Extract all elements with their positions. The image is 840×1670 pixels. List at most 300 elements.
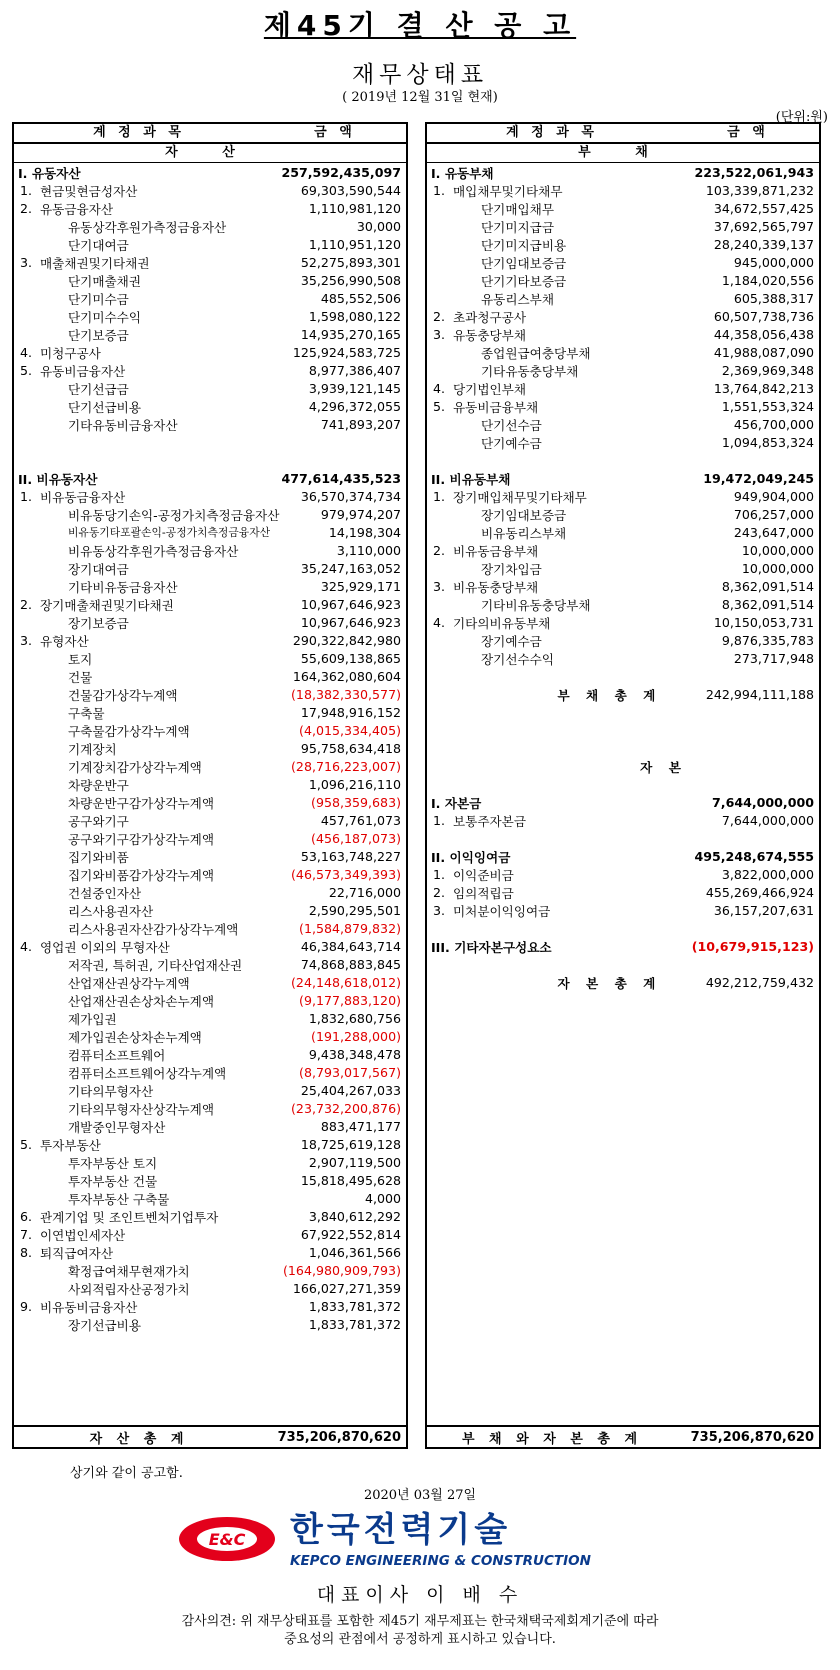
row-label: 비유동금융부채 (453, 543, 539, 559)
row-amount: (24,148,618,012) (291, 974, 401, 990)
row-amount: 34,672,557,425 (713, 200, 814, 216)
row-amount: 10,967,646,923 (300, 596, 401, 612)
row-amount: 1,096,216,110 (308, 776, 401, 792)
asset-row (14, 1063, 406, 1081)
row-number: 3. (433, 902, 446, 918)
row-amount: 1,094,853,324 (721, 434, 814, 450)
row-amount: 55,609,138,865 (300, 650, 401, 666)
row-label: 단기미지급비용 (481, 237, 567, 253)
liab-column-header (427, 124, 819, 144)
liab-equity-row (427, 361, 819, 379)
asset-row (14, 973, 406, 991)
row-label: 단기기타보증금 (481, 273, 567, 289)
row-amount: 1,184,020,556 (721, 272, 814, 288)
assets-total-label: 자 산 총 계 (89, 1431, 189, 1447)
liab-equity-row (427, 559, 819, 577)
row-label: 비유동금융자산 (40, 489, 126, 505)
row-amount: 37,692,565,797 (713, 218, 814, 234)
row-amount: 979,974,207 (320, 506, 401, 522)
liabilities-section-header: 부 채 (427, 144, 819, 163)
liab-equity-row (427, 307, 819, 325)
row-amount: 22,716,000 (328, 884, 401, 900)
row-amount: 1,110,981,120 (308, 200, 401, 216)
row-number: 9. (20, 1298, 33, 1314)
row-amount: 44,358,056,438 (713, 326, 814, 342)
le-total-amount: 735,206,870,620 (690, 1429, 814, 1445)
row-label: 미청구공사 (40, 345, 101, 361)
liab-equity-row (427, 883, 819, 901)
row-amount: 10,000,000 (741, 560, 814, 576)
asset-row (14, 865, 406, 883)
asset-row (14, 379, 406, 397)
row-label: 투자부동산 토지 (68, 1155, 158, 1171)
row-amount: 9,876,335,783 (721, 632, 814, 648)
row-amount: (18,382,330,577) (291, 686, 401, 702)
row-label: 단기매출채권 (68, 273, 141, 289)
row-number: 1. (433, 866, 446, 882)
liab-equity-row (427, 343, 819, 361)
col-item-header: 계 정 과 목 (506, 125, 598, 140)
row-number: 1. (20, 488, 33, 504)
row-label: 유동리스부채 (481, 291, 554, 307)
liab-equity-row (427, 235, 819, 253)
row-label: 단기대여금 (68, 237, 129, 253)
row-amount: 69,303,590,544 (300, 182, 401, 198)
row-amount: 28,240,339,137 (713, 236, 814, 252)
ceo-name: 대표이사 이 배 수 (316, 1584, 524, 1606)
liab-equity-row (427, 199, 819, 217)
row-number: 1. (433, 488, 446, 504)
row-amount: (46,573,349,393) (291, 866, 401, 882)
row-label: 부 채 총 계 (557, 687, 662, 703)
row-label: 기타의비유동부채 (453, 615, 551, 631)
asset-row (14, 829, 406, 847)
row-number: 6. (20, 1208, 33, 1224)
asset-row (14, 487, 406, 505)
row-label: 기타의무형자산상각누계액 (68, 1101, 214, 1117)
row-amount: 7,644,000,000 (712, 794, 814, 810)
row-number: 1. (433, 812, 446, 828)
row-amount: 485,552,506 (320, 290, 401, 306)
asset-row (14, 505, 406, 523)
row-amount: 95,758,634,418 (300, 740, 401, 756)
row-label: 산업재산권상각누계액 (68, 975, 190, 991)
row-amount: 10,967,646,923 (300, 614, 401, 630)
row-label: 기계장치 (68, 741, 117, 757)
row-label: 매출채권및기타채권 (40, 255, 150, 271)
liab-equity-row (427, 613, 819, 631)
row-amount: 1,832,680,756 (308, 1010, 401, 1026)
row-amount: 1,598,080,122 (308, 308, 401, 324)
row-amount: 290,322,842,980 (292, 632, 401, 648)
liab-equity-row (427, 163, 819, 181)
publication-date: 2020년 03월 27일 (363, 1488, 477, 1503)
liab-equity-row (427, 325, 819, 343)
liab-equity-row (427, 901, 819, 919)
row-label: 구축물 (68, 705, 105, 721)
row-label: 비유동비금융자산 (40, 1299, 138, 1315)
row-label: 이익준비금 (453, 867, 514, 883)
row-amount: 949,904,000 (733, 488, 814, 504)
le-total-row (427, 1425, 819, 1447)
row-amount: (164,980,909,793) (283, 1262, 401, 1278)
row-number: 7. (20, 1226, 33, 1242)
row-label: 공구와기구감가상각누계액 (68, 831, 214, 847)
asset-row (14, 667, 406, 685)
row-label: 유형자산 (40, 633, 89, 649)
asset-row (14, 433, 406, 451)
liab-equity-row (427, 487, 819, 505)
kepco-logo-icon (175, 1505, 655, 1575)
row-label: 현금및현금성자산 (40, 183, 138, 199)
liab-equity-row (427, 271, 819, 289)
logo-korean-text: 한국전력기술 (290, 1510, 512, 1550)
row-label: 퇴직급여자산 (40, 1245, 113, 1261)
row-label: 종업원급여충당부채 (481, 345, 591, 361)
asset-row (14, 199, 406, 217)
asset-row (14, 937, 406, 955)
row-label: 단기미수수익 (68, 309, 141, 325)
asset-row (14, 721, 406, 739)
row-amount: 477,614,435,523 (281, 470, 401, 486)
row-label: 투자부동산 구축물 (68, 1191, 170, 1207)
row-label: 임의적립금 (453, 885, 514, 901)
row-label: I. 자본금 (431, 795, 482, 811)
row-label: 기계장치감가상각누계액 (68, 759, 202, 775)
asset-row (14, 325, 406, 343)
asset-row (14, 523, 406, 541)
asset-row (14, 775, 406, 793)
row-amount: 8,362,091,514 (721, 596, 814, 612)
row-amount: 492,212,759,432 (705, 974, 814, 990)
row-number: 5. (20, 1136, 33, 1152)
row-label: 단기선급비용 (68, 399, 141, 415)
asset-row (14, 361, 406, 379)
col-amount-header: 금 액 (727, 125, 769, 140)
liab-equity-row (427, 595, 819, 613)
asset-row (14, 847, 406, 865)
liab-equity-row (427, 253, 819, 271)
row-label: II. 이익잉여금 (431, 849, 511, 865)
row-amount: (10,679,915,123) (691, 938, 814, 954)
row-amount: 1,046,361,566 (308, 1244, 401, 1260)
row-amount: (456,187,073) (311, 830, 401, 846)
row-amount: 52,275,893,301 (300, 254, 401, 270)
liab-equity-row (427, 505, 819, 523)
statement-date: ( 2019년 12월 31일 현재) (342, 90, 498, 105)
row-amount: 53,163,748,227 (300, 848, 401, 864)
liab-equity-row (427, 415, 819, 433)
row-label: 리스사용권자산 (68, 903, 154, 919)
row-amount: 74,868,883,845 (300, 956, 401, 972)
row-label: 미처분이익잉여금 (453, 903, 551, 919)
row-label: 컴퓨터소프트웨어 (68, 1047, 166, 1063)
asset-row (14, 1225, 406, 1243)
row-label: 장기선급비용 (68, 1317, 141, 1333)
asset-row (14, 613, 406, 631)
row-label: 기타유동충당부채 (481, 363, 579, 379)
row-amount: 41,988,087,090 (713, 344, 814, 360)
row-label: 투자부동산 (40, 1137, 101, 1153)
liab-equity-row (427, 397, 819, 415)
row-label: 비유동상각후원가측정금융자산 (68, 543, 239, 559)
row-number: 4. (433, 380, 446, 396)
assets-total-amount: 735,206,870,620 (277, 1429, 401, 1445)
row-amount: 257,592,435,097 (281, 164, 401, 180)
row-label: 초과청구공사 (453, 309, 526, 325)
row-label: 비유동당기손익-공정가치측정금융자산 (68, 507, 280, 523)
liab-equity-row (427, 703, 819, 721)
row-label: 개발중인무형자산 (68, 1119, 166, 1135)
row-label: 단기미지급금 (481, 219, 554, 235)
row-label: 기타비유동금융자산 (68, 579, 178, 595)
asset-row (14, 991, 406, 1009)
row-label: 장기매출채권및기타채권 (40, 597, 174, 613)
row-label: I. 유동자산 (18, 165, 81, 181)
liab-equity-row (427, 757, 819, 775)
asset-row (14, 1243, 406, 1261)
row-amount: 273,717,948 (733, 650, 814, 666)
row-label: 제가입권손상차손누계액 (68, 1029, 202, 1045)
row-label: 장기보증금 (68, 615, 129, 631)
row-label: 단기미수금 (68, 291, 129, 307)
row-amount: 8,977,386,407 (308, 362, 401, 378)
row-amount: 4,296,372,055 (308, 398, 401, 414)
liab-equity-row (427, 811, 819, 829)
liab-equity-row (427, 541, 819, 559)
company-logo (175, 1505, 655, 1575)
asset-row (14, 469, 406, 487)
row-label: I. 유동부채 (431, 165, 494, 181)
liab-equity-row (427, 469, 819, 487)
asset-row (14, 793, 406, 811)
row-amount: 456,700,000 (733, 416, 814, 432)
asset-row (14, 1045, 406, 1063)
row-label: 단기선수금 (481, 417, 542, 433)
row-label: 자 본 (640, 759, 687, 775)
row-label: 장기매입채무및기타채무 (453, 489, 587, 505)
row-number: 1. (20, 182, 33, 198)
row-label: II. 비유동자산 (18, 471, 98, 487)
assets-total-row (14, 1425, 406, 1447)
row-amount: 3,939,121,145 (308, 380, 401, 396)
asset-row (14, 595, 406, 613)
row-amount: 4,000 (364, 1190, 401, 1206)
row-amount: 14,935,270,165 (300, 326, 401, 342)
row-amount: 455,269,466,924 (705, 884, 814, 900)
row-amount: 36,570,374,734 (300, 488, 401, 504)
assets-section-header: 자 산 (14, 144, 406, 163)
row-amount: 325,929,171 (320, 578, 401, 594)
row-amount: 243,647,000 (733, 524, 814, 540)
asset-row (14, 919, 406, 937)
liab-equity-row (427, 793, 819, 811)
row-number: 4. (433, 614, 446, 630)
liab-equity-row (427, 847, 819, 865)
row-amount: 164,362,080,604 (292, 668, 401, 684)
row-label: 단기보증금 (68, 327, 129, 343)
asset-row (14, 1099, 406, 1117)
liab-equity-row (427, 289, 819, 307)
row-amount: 1,110,951,120 (308, 236, 401, 252)
liab-equity-row (427, 739, 819, 757)
row-number: 2. (433, 542, 446, 558)
liab-equity-row (427, 649, 819, 667)
row-label: 저작권, 특허권, 기타산업재산권 (68, 957, 243, 973)
row-label: 구축물감가상각누계액 (68, 723, 190, 739)
row-label: 기타비유동충당부채 (481, 597, 591, 613)
row-label: 유동금융자산 (40, 201, 113, 217)
asset-row (14, 1117, 406, 1135)
asset-row (14, 1297, 406, 1315)
row-amount: 1,551,553,324 (721, 398, 814, 414)
row-amount: (958,359,683) (311, 794, 401, 810)
row-label: 장기선수수익 (481, 651, 554, 667)
asset-row (14, 811, 406, 829)
row-amount: 223,522,061,943 (694, 164, 814, 180)
announcement-note: 상기와 같이 공고함. (70, 1466, 183, 1481)
row-label: 투자부동산 건물 (68, 1173, 158, 1189)
page-title: 제45기 결 산 공 고 (263, 9, 577, 42)
asset-row (14, 1207, 406, 1225)
assets-panel (12, 122, 408, 1449)
row-amount: 14,198,304 (328, 524, 401, 540)
liab-equity-row (427, 451, 819, 469)
row-amount: 8,362,091,514 (721, 578, 814, 594)
asset-row (14, 901, 406, 919)
asset-row (14, 1153, 406, 1171)
asset-row (14, 631, 406, 649)
row-amount: (28,716,223,007) (291, 758, 401, 774)
row-label: 건물감가상각누계액 (68, 687, 178, 703)
asset-row (14, 163, 406, 181)
liab-equity-row (427, 379, 819, 397)
asset-row (14, 1261, 406, 1279)
row-amount: 945,000,000 (733, 254, 814, 270)
row-amount: 67,922,552,814 (300, 1226, 401, 1242)
row-amount: 15,818,495,628 (300, 1172, 401, 1188)
row-number: 4. (20, 938, 33, 954)
row-label: 토지 (68, 651, 93, 667)
statement-title: 재무상태표 (351, 62, 489, 88)
audit-line-1: 감사의견: 위 재무상태표를 포함한 제45기 재무제표는 한국채택국제회계기준에 따라 (181, 1614, 659, 1629)
logo-english-text: KEPCO ENGINEERING & CONSTRUCTION (290, 1553, 591, 1569)
row-amount: 125,924,583,725 (292, 344, 401, 360)
row-label: 공구와기구 (68, 813, 129, 829)
row-amount: (9,177,883,120) (299, 992, 401, 1008)
row-label: 단기임대보증금 (481, 255, 567, 271)
row-amount: 605,388,317 (733, 290, 814, 306)
row-amount: 18,725,619,128 (300, 1136, 401, 1152)
row-amount: 30,000 (356, 218, 401, 234)
liab-equity-row (427, 181, 819, 199)
row-amount: 25,404,267,033 (300, 1082, 401, 1098)
row-amount: (1,584,879,832) (299, 920, 401, 936)
row-amount: 1,833,781,372 (308, 1316, 401, 1332)
asset-row (14, 217, 406, 235)
le-total-label: 부 채 와 자 본 총 계 (461, 1431, 643, 1447)
asset-row (14, 181, 406, 199)
row-label: 유동충당부채 (453, 327, 526, 343)
row-label: 이연법인세자산 (40, 1227, 126, 1243)
asset-row (14, 343, 406, 361)
asset-row (14, 397, 406, 415)
liab-equity-row (427, 631, 819, 649)
row-number: 5. (20, 362, 33, 378)
asset-row (14, 757, 406, 775)
asset-row (14, 1171, 406, 1189)
row-label: 사외적립자산공정가치 (68, 1281, 190, 1297)
liab-equity-row (427, 667, 819, 685)
row-amount: 2,369,969,348 (721, 362, 814, 378)
asset-row (14, 559, 406, 577)
liab-equity-row (427, 973, 819, 991)
asset-row (14, 1027, 406, 1045)
liabilities-equity-rows (427, 163, 819, 991)
row-label: 자 본 총 계 (557, 975, 662, 991)
row-amount: (191,288,000) (311, 1028, 401, 1044)
asset-row (14, 1189, 406, 1207)
asset-row (14, 271, 406, 289)
asset-row (14, 253, 406, 271)
asset-row (14, 1081, 406, 1099)
asset-row (14, 541, 406, 559)
row-label: 컴퓨터소프트웨어상각누계액 (68, 1065, 227, 1081)
row-amount: 3,110,000 (336, 542, 401, 558)
row-amount: 3,840,612,292 (308, 1208, 401, 1224)
row-number: 3. (433, 326, 446, 342)
row-number: 5. (433, 398, 446, 414)
row-label: II. 비유동부채 (431, 471, 511, 487)
row-label: 매입채무및기타채무 (453, 183, 563, 199)
asset-row (14, 415, 406, 433)
row-amount: 883,471,177 (320, 1118, 401, 1134)
row-number: 3. (20, 632, 33, 648)
row-amount: 19,472,049,245 (703, 470, 814, 486)
row-amount: 36,157,207,631 (713, 902, 814, 918)
row-amount: 166,027,271,359 (292, 1280, 401, 1296)
row-label: 영업권 이외의 무형자산 (40, 939, 170, 955)
row-amount: 3,822,000,000 (721, 866, 814, 882)
audit-opinion (0, 1613, 840, 1649)
asset-row (14, 649, 406, 667)
asset-row (14, 883, 406, 901)
row-label: 유동비금융부채 (453, 399, 539, 415)
row-label: 당기법인부채 (453, 381, 526, 397)
liab-equity-row (427, 775, 819, 793)
liab-equity-row (427, 523, 819, 541)
row-amount: (4,015,334,405) (299, 722, 401, 738)
liab-equity-row (427, 721, 819, 739)
row-amount: 35,256,990,508 (300, 272, 401, 288)
asset-row (14, 289, 406, 307)
liab-equity-row (427, 955, 819, 973)
row-amount: 457,761,073 (320, 812, 401, 828)
row-amount: 1,833,781,372 (308, 1298, 401, 1314)
liab-equity-row (427, 829, 819, 847)
row-label: 장기예수금 (481, 633, 542, 649)
row-label: 기타의무형자산 (68, 1083, 154, 1099)
row-number: 2. (433, 308, 446, 324)
row-amount: 60,507,738,736 (713, 308, 814, 324)
audit-line-2: 중요성의 관점에서 공정하게 표시하고 있습니다. (284, 1632, 556, 1647)
asset-row (14, 739, 406, 757)
col-amount-header: 금 액 (314, 125, 356, 140)
row-label: 기타유동비금융자산 (68, 417, 178, 433)
row-label: 장기차입금 (481, 561, 542, 577)
row-label: 장기대여금 (68, 561, 129, 577)
row-amount: 35,247,163,052 (300, 560, 401, 576)
